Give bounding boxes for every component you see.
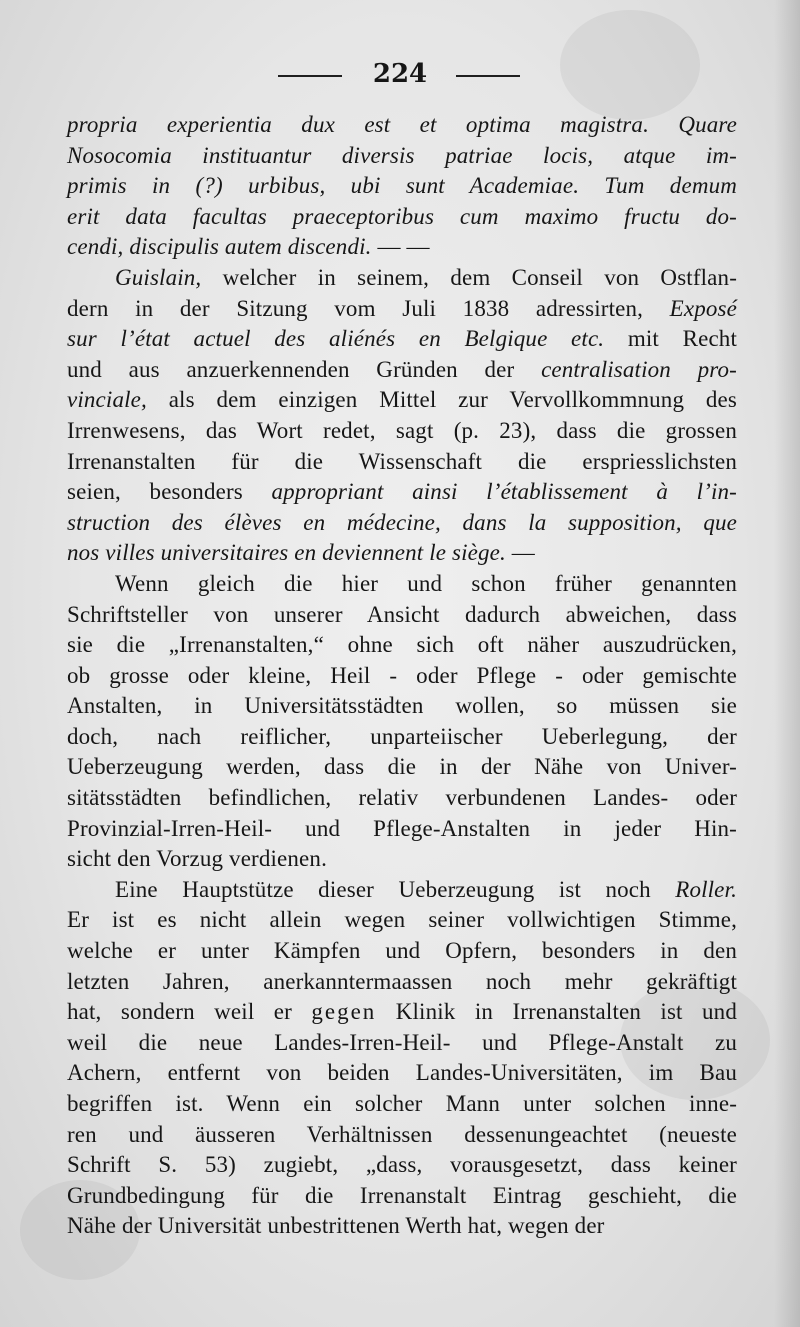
text-line [67, 141, 737, 172]
text-run: sie die „Irrenanstalten,“ ohne sich oft näher auszudrücken, [67, 632, 737, 658]
text-line [67, 1058, 737, 1089]
text-run: sitätsstädten befindlichen, relativ verbundenen Landes- oder [67, 785, 737, 811]
page-number: 224 [372, 59, 428, 89]
text-run: ren und äusseren Verhältnissen dessenungeachtet (neueste [67, 1121, 737, 1147]
text-line [67, 997, 737, 1028]
header-rule-right [456, 75, 520, 77]
text-line [67, 569, 737, 600]
text-line [67, 936, 737, 967]
italic-text: nos villes universitaires en deviennent le siège. [67, 540, 506, 566]
text-line [67, 538, 737, 569]
italic-text: Exposé [669, 295, 737, 321]
text-line [67, 294, 737, 325]
text-run: Achern, entfernt von beiden Landes-Universitäten, im Bau [67, 1060, 737, 1086]
text-run: — — [371, 234, 430, 260]
text-line [67, 1181, 737, 1212]
text-line [67, 661, 737, 692]
text-run: Provinzial-Irren-Heil- und Pflege-Anstalten in jeder Hin- [67, 815, 737, 841]
text-line [67, 1089, 737, 1120]
text-run: Wenn gleich die hier und schon früher genannten [115, 570, 737, 596]
text-run: Eine Hauptstütze dieser Ueberzeugung ist noch [115, 876, 676, 902]
text-run: Irrenwesens, das Wort redet, sagt (p. 23), dass die grossen [67, 417, 737, 443]
text-line [67, 232, 737, 263]
text-run: weil die neue Landes-Irren-Heil- und Pflege-Anstalt zu [67, 1029, 737, 1055]
text-line [67, 447, 737, 478]
text-run: Ueberzeugung werden, dass die in der Nähe von Univer- [67, 754, 737, 780]
text-run: Anstalten, in Universitätsstädten wollen, so müssen sie [67, 693, 737, 719]
text-run: — [505, 540, 535, 566]
italic-text: centralisation pro- [541, 356, 737, 382]
italic-text: sur l’état actuel des aliénés en Belgique etc. [67, 326, 605, 352]
italic-text: Nosocomia instituantur diversis patriae locis, atque im- [67, 142, 737, 168]
text-run: mit Recht [604, 326, 737, 352]
text-line [67, 263, 737, 294]
italic-text: propria experientia dux est et optima magistra. [67, 112, 649, 137]
text-run: hat, sondern weil er [67, 999, 312, 1025]
text-run: welcher in seinem, dem Conseil von Ostflan- [201, 264, 737, 290]
text-run: welche er unter Kämpfen und Opfern, besonders in den [67, 938, 737, 964]
text-line [67, 691, 737, 722]
spaced-text: gegen [311, 999, 377, 1025]
italic-text: struction des élèves en médecine, dans la supposition, que [67, 509, 737, 535]
text-run: Klinik in Irrenanstalten ist und [376, 999, 737, 1025]
text-run: sicht den Vorzug verdienen. [67, 846, 327, 872]
text-line [67, 1120, 737, 1151]
text-run [649, 112, 678, 137]
text-line [67, 630, 737, 661]
body-text [67, 110, 737, 1242]
text-line [67, 477, 737, 508]
text-line [67, 722, 737, 753]
text-line [67, 600, 737, 631]
italic-text: erit data facultas praeceptoribus cum maximo fructu do- [67, 203, 737, 229]
text-line [67, 355, 737, 386]
text-run: als dem einzigen Mittel zur Vervollkommnung des [146, 387, 737, 413]
page-header [0, 54, 800, 94]
text-run: seien, besonders [67, 479, 272, 505]
text-run: Nähe der Universität unbestrittenen Werth hat, wegen der [67, 1213, 605, 1239]
text-line [67, 110, 737, 141]
text-run: ob grosse oder kleine, Heil - oder Pflege - oder gemischte [67, 662, 737, 688]
text-line [67, 967, 737, 998]
text-line [67, 416, 737, 447]
text-run: Er ist es nicht allein wegen seiner vollwichtigen Stimme, [67, 907, 737, 933]
italic-text: Quare [678, 112, 737, 137]
text-line [67, 508, 737, 539]
text-line [67, 1028, 737, 1059]
text-line [67, 1211, 737, 1242]
text-run: dern in der Sitzung vom Juli 1838 adressirten, [67, 295, 670, 321]
text-line [67, 324, 737, 355]
header-rule-left [278, 75, 342, 77]
italic-text: cendi, discipulis autem discendi. [67, 234, 372, 260]
text-line [67, 752, 737, 783]
text-run: und aus anzuerkennenden Gründen der [67, 356, 542, 382]
text-line [67, 171, 737, 202]
italic-text: vinciale, [67, 387, 147, 413]
text-line [67, 1150, 737, 1181]
text-line [67, 905, 737, 936]
text-run: letzten Jahren, anerkanntermaassen noch mehr gekräftigt [67, 968, 737, 994]
page-edge-shadow [774, 0, 800, 1327]
text-line [67, 814, 737, 845]
text-run: begriffen ist. Wenn ein solcher Mann unter solchen inne- [67, 1091, 737, 1116]
text-line [67, 875, 737, 906]
italic-text: Roller. [675, 876, 737, 902]
text-run: Grundbedingung für die Irrenanstalt Eintrag geschieht, die [67, 1182, 737, 1208]
text-run: Schrift S. 53) zugiebt, „dass, vorausgesetzt, dass keiner [67, 1152, 737, 1178]
text-run: doch, nach reiflicher, unparteiischer Ueberlegung, der [67, 723, 737, 749]
text-line [67, 783, 737, 814]
italic-text: appropriant ainsi l’établissement à l’in- [271, 479, 737, 505]
text-line [67, 385, 737, 416]
text-run: Irrenanstalten für die Wissenschaft die erspriesslichsten [67, 448, 737, 474]
text-line [67, 202, 737, 233]
text-run: Schriftsteller von unserer Ansicht dadurch abweichen, dass [67, 601, 737, 627]
italic-text: Guislain, [115, 264, 202, 290]
text-line [67, 844, 737, 875]
italic-text: primis in (?) urbibus, ubi sunt Academiae. Tum demum [67, 173, 737, 199]
